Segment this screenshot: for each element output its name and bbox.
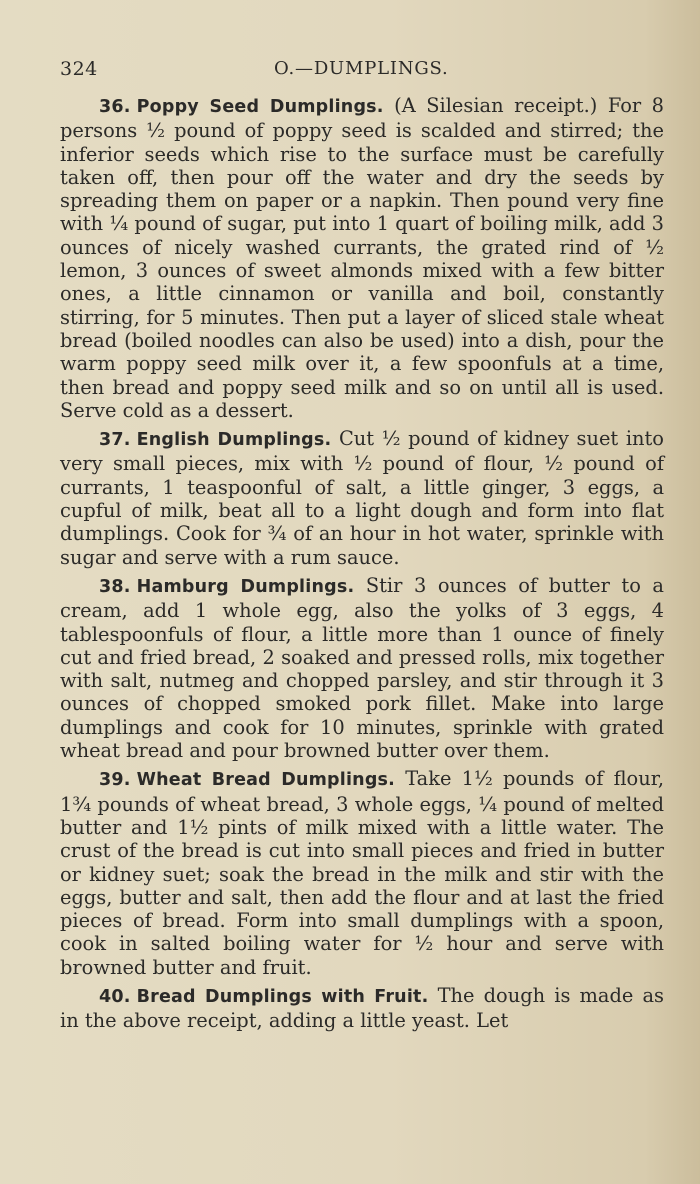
recipe-37 [60, 427, 664, 569]
recipe-number: 39. [99, 770, 131, 791]
recipe-title [99, 430, 331, 450]
recipe-title [99, 987, 428, 1007]
recipe-title [99, 97, 384, 117]
recipe-title-text: Bread Dumplings with Fruit. [136, 986, 429, 1007]
page-number: 324 [60, 58, 98, 80]
recipe-number: 36. [99, 97, 131, 117]
recipe-39 [60, 767, 664, 979]
recipe-body: Cut ½ pound of kidney suet into very small pieces, mix with ½ pound of flour, ½ pound of currants, 1 teaspoonful of salt, a little ginger, 3 eggs, a cupful of milk, beat all to a light dough and form into flat dumplings. Cook for ¾ of an hour in hot water, sprinkle with sugar and serve with a rum sauce. [60, 427, 664, 569]
recipe-body: The dough is made as in the above receipt, adding a little yeast. Let [60, 983, 665, 1033]
page-header [60, 58, 620, 88]
recipe-title-text: Poppy Seed Dumplings. [136, 97, 384, 117]
recipe-body: (A Silesian receipt.) For 8 persons ½ pound of poppy seed is scalded and stirred; the inferior seeds which rise to the surface must be carefully taken off, then pour off the water and dry the seeds by spreading them on paper or a napkin. Then pound very fine with ¼ pound of sugar, put into 1 quart of boiling milk, add 3 ounces of nicely washed currants, the grated rind of ½ lemon, 3 ounces of sweet almonds mixed with a few bitter ones, a little cinnamon or vanilla and boil, constantly stirring, for 5 minutes. Then put a layer of sliced stale wheat bread (boiled noodles can also be used) into a dish, pour the warm poppy seed milk over it, a few spoonfuls at a time, then bread and poppy seed milk and so on until all is used. Serve cold as a dessert. [60, 94, 665, 422]
recipe-38 [60, 574, 664, 762]
recipe-title [99, 770, 395, 790]
recipe-title-text: English Dumplings. [136, 430, 332, 451]
recipe-text [60, 94, 664, 1038]
recipe-40 [60, 984, 664, 1033]
recipe-36 [60, 94, 664, 422]
recipe-number: 37. [99, 430, 131, 451]
recipe-body: Stir 3 ounces of butter to a cream, add 1 whole egg, also the yolks of 3 eggs, 4 tablespoonfuls of flour, a little more than 1 ounce of finely cut and fried bread, 2 soaked and pressed rolls, mix together with salt, nutmeg and chopped parsley, and stir through it 3 ounces of chopped smoked pork fillet. Make into large dumplings and cook for 10 minutes, sprinkle with grated wheat bread and pour browned butter over them. [60, 573, 664, 763]
running-title: O.—DUMPLINGS. [274, 58, 449, 79]
recipe-number: 40. [99, 986, 131, 1007]
recipe-body: Take 1½ pounds of flour, 1¾ pounds of wheat bread, 3 whole eggs, ¼ pound of melted butter and 1½ pints of milk mixed with a little water. The crust of the bread is cut into small pieces and fried in butter or kidney suet; soak the bread in the milk and stir with the eggs, butter and salt, then add the flour and at last the fried pieces of bread. Form into small dumplings with a spoon, cook in salted boiling water for ½ hour and serve with browned butter and fruit. [60, 767, 664, 979]
recipe-number: 38. [99, 576, 131, 597]
recipe-title-text: Hamburg Dumplings. [136, 576, 355, 597]
recipe-title [99, 577, 354, 597]
recipe-title-text: Wheat Bread Dumplings. [136, 770, 396, 791]
